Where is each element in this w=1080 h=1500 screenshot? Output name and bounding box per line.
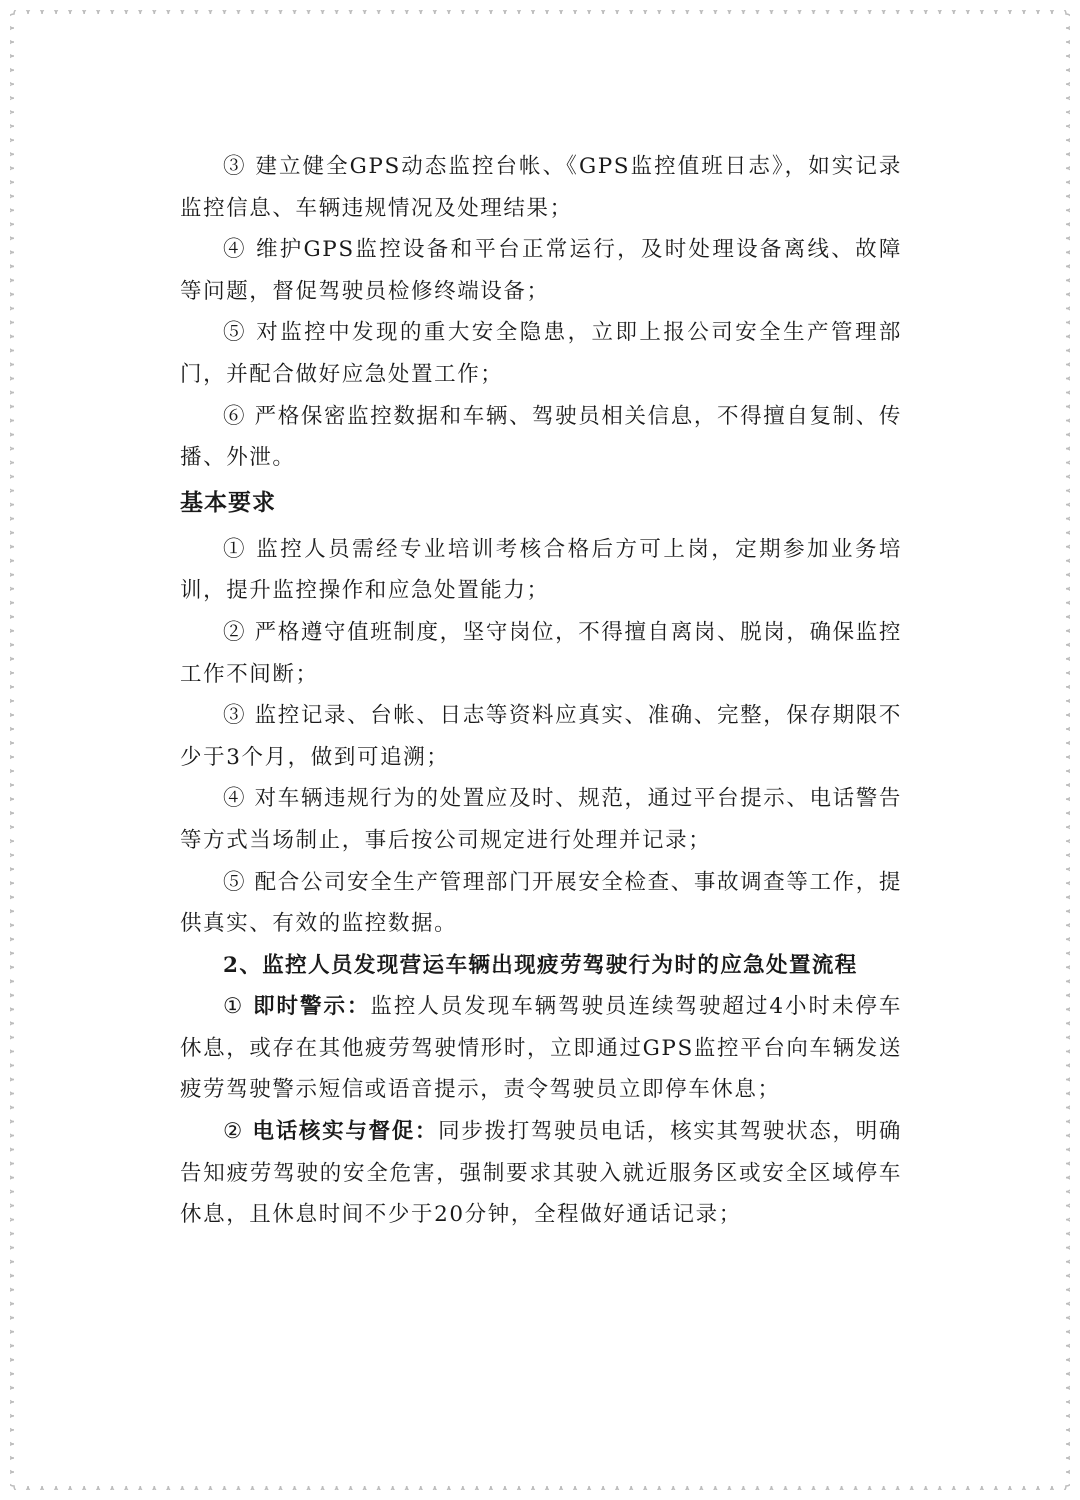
duty-item-5 <box>180 312 902 395</box>
requirement-item-5 <box>180 862 902 945</box>
item-text: 严格保密监控数据和车辆、驾驶员相关信息，不得擅自复制、传播、外泄。 <box>180 403 902 471</box>
basic-requirements-heading: 基本要求 <box>180 488 276 516</box>
item-marker: ① <box>223 536 247 562</box>
item-text: 维护GPS监控设备和平台正常运行，及时处理设备离线、故障等问题，督促驾驶员检修终端设备； <box>180 237 902 304</box>
item-text: 建立健全GPS动态监控台帐、《GPS监控值班日志》，如实记录监控信息、车辆违规情况及处理结果； <box>180 154 902 221</box>
item-marker: ④ <box>223 237 247 263</box>
step-label: 电话核实与督促： <box>252 1119 439 1145</box>
item-marker: ③ <box>223 703 247 729</box>
requirement-item-4 <box>180 778 902 861</box>
item-text: 严格遵守值班制度，坚守岗位，不得擅自离岗、脱岗，确保监控工作不间断； <box>180 619 902 687</box>
step-label: 即时警示： <box>253 994 371 1020</box>
item-marker: ③ <box>223 154 247 179</box>
procedure-step-2 <box>180 1111 902 1236</box>
item-marker: ⑤ <box>223 869 247 895</box>
item-marker: ⑤ <box>223 320 247 346</box>
item-marker: ② <box>223 619 247 645</box>
step-text: 监控人员发现车辆驾驶员连续驾驶超过4小时未停车休息，或存在其他疲劳驾驶情形时，立即通过GPS监控平台向车辆发送疲劳驾驶警示短信或语音提示，责令驾驶员立即停车休息； <box>180 994 902 1103</box>
document-body <box>180 146 902 1236</box>
procedure-step-1 <box>180 986 902 1111</box>
step-marker: ① <box>223 994 245 1020</box>
item-marker: ④ <box>223 786 247 812</box>
duty-item-3 <box>180 146 902 229</box>
fatigue-procedure-heading: 2、监控人员发现营运车辆出现疲劳驾驶行为时的应急处置流程 <box>223 952 858 978</box>
item-text: 对监控中发现的重大安全隐患，立即上报公司安全生产管理部门，并配合做好应急处置工作； <box>180 320 903 387</box>
item-marker: ⑥ <box>223 403 247 429</box>
requirement-item-1 <box>180 529 902 612</box>
requirement-item-2 <box>180 612 902 695</box>
item-text: 监控人员需经专业培训考核合格后方可上岗，定期参加业务培训，提升监控操作和应急处置能力； <box>180 536 903 604</box>
duty-item-6 <box>180 396 902 479</box>
item-text: 配合公司安全生产管理部门开展安全检查、事故调查等工作，提供真实、有效的监控数据。 <box>180 869 902 937</box>
item-text: 监控记录、台帐、日志等资料应真实、准确、完整，保存期限不少于3个月，做到可追溯； <box>180 703 902 770</box>
step-marker: ② <box>223 1119 244 1145</box>
item-text: 对车辆违规行为的处置应及时、规范，通过平台提示、电话警告等方式当场制止，事后按公司规定进行处理并记录； <box>180 786 902 853</box>
duty-item-4 <box>180 229 902 312</box>
step-text: 同步拨打驾驶员电话，核实其驾驶状态，明确告知疲劳驾驶的安全危害，强制要求其驶入就近服务区或安全区域停车休息，且休息时间不少于20分钟，全程做好通话记录； <box>180 1119 903 1228</box>
requirement-item-3 <box>180 695 902 778</box>
